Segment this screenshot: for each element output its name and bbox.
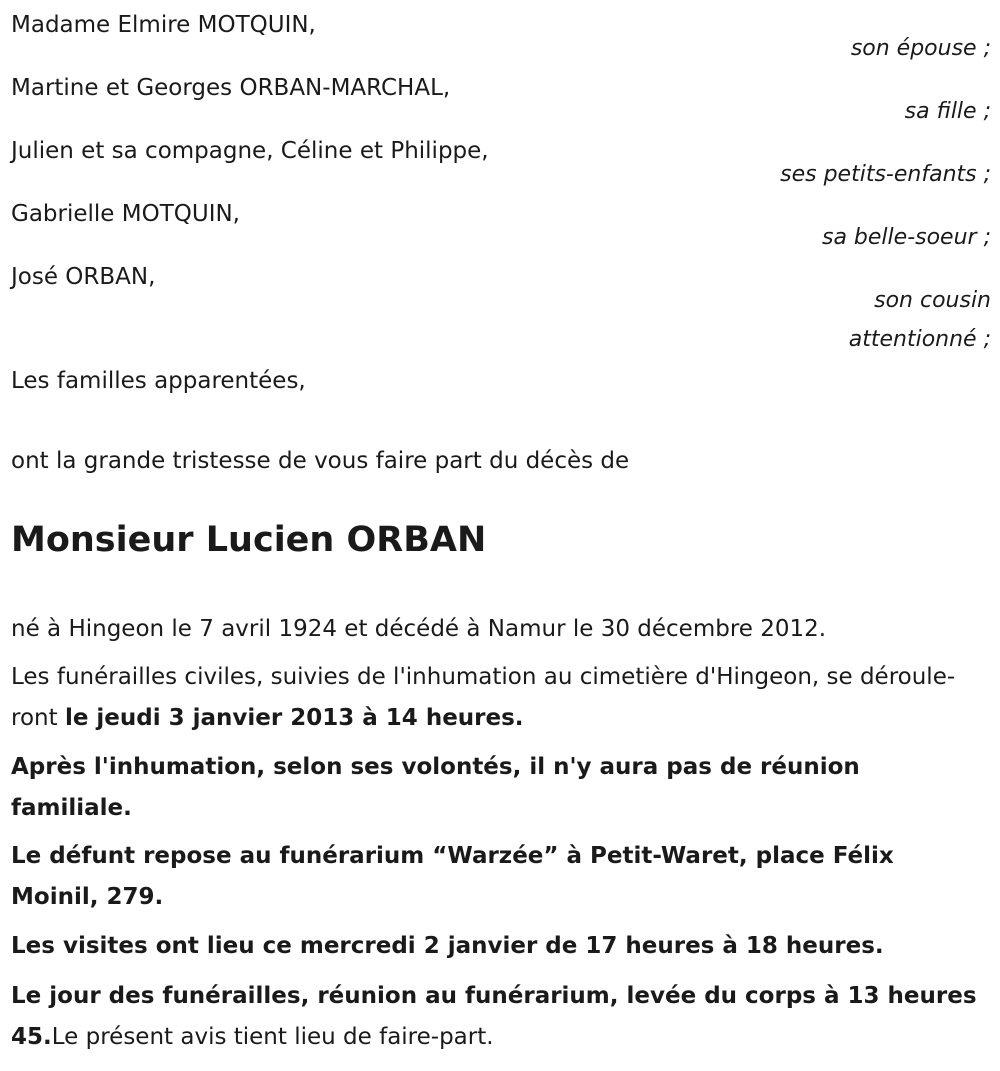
families-related: Les familles apparentées, (11, 368, 306, 394)
funeral-date: le jeudi 3 janvier 2013 à 14 heures. (64, 705, 524, 731)
family-member-relation: son épouse ; (850, 36, 991, 61)
visits-info: Les visites ont lieu ce mercredi 2 janvier de 17 heures à 18 heures. (11, 933, 884, 959)
deceased-name: Monsieur Lucien ORBAN (11, 520, 487, 560)
rests-at-info: Le défunt repose au funérarium “Warzée” à Petit-Waret, place Félix Moinil, 279. (11, 843, 894, 910)
family-member-relation: son cousin (874, 288, 991, 313)
no-gathering-notice: Après l'inhumation, selon ses volontés, il n'y aura pas de réunion familiale. (11, 754, 860, 821)
funeral-day-bold: Le jour des funérailles, réunion au funérarium, levée du corps à 13 heures 45. (11, 983, 977, 1050)
funeral-intro: Les funérailles civiles, suivies de l'inhumation au cimetière d'Hingeon, se dérouleront (11, 664, 956, 731)
family-member-relation: sa fille ; (904, 99, 991, 124)
family-member-relation: attentionné ; (848, 327, 991, 352)
family-member-name: José ORBAN, (11, 264, 156, 290)
family-member-name: Martine et Georges ORBAN-MARCHAL, (11, 75, 451, 101)
funeral-day-normal: Le présent avis tient lieu de faire-part. (51, 1024, 494, 1050)
announcement-text: ont la grande tristesse de vous faire part du décès de (11, 448, 630, 474)
funeral-info (11, 657, 986, 739)
family-member-relation: sa belle-soeur ; (822, 225, 991, 250)
birth-death-info: né à Hingeon le 7 avril 1924 et décédé à Namur le 30 décembre 2012. (11, 616, 827, 642)
family-member-relation: ses petits-enfants ; (780, 162, 991, 187)
family-member-name: Gabrielle MOTQUIN, (11, 201, 240, 227)
family-member-name: Madame Elmire MOTQUIN, (11, 12, 316, 38)
funeral-day-info (11, 976, 986, 1058)
family-member-name: Julien et sa compagne, Céline et Philippe, (11, 138, 489, 164)
